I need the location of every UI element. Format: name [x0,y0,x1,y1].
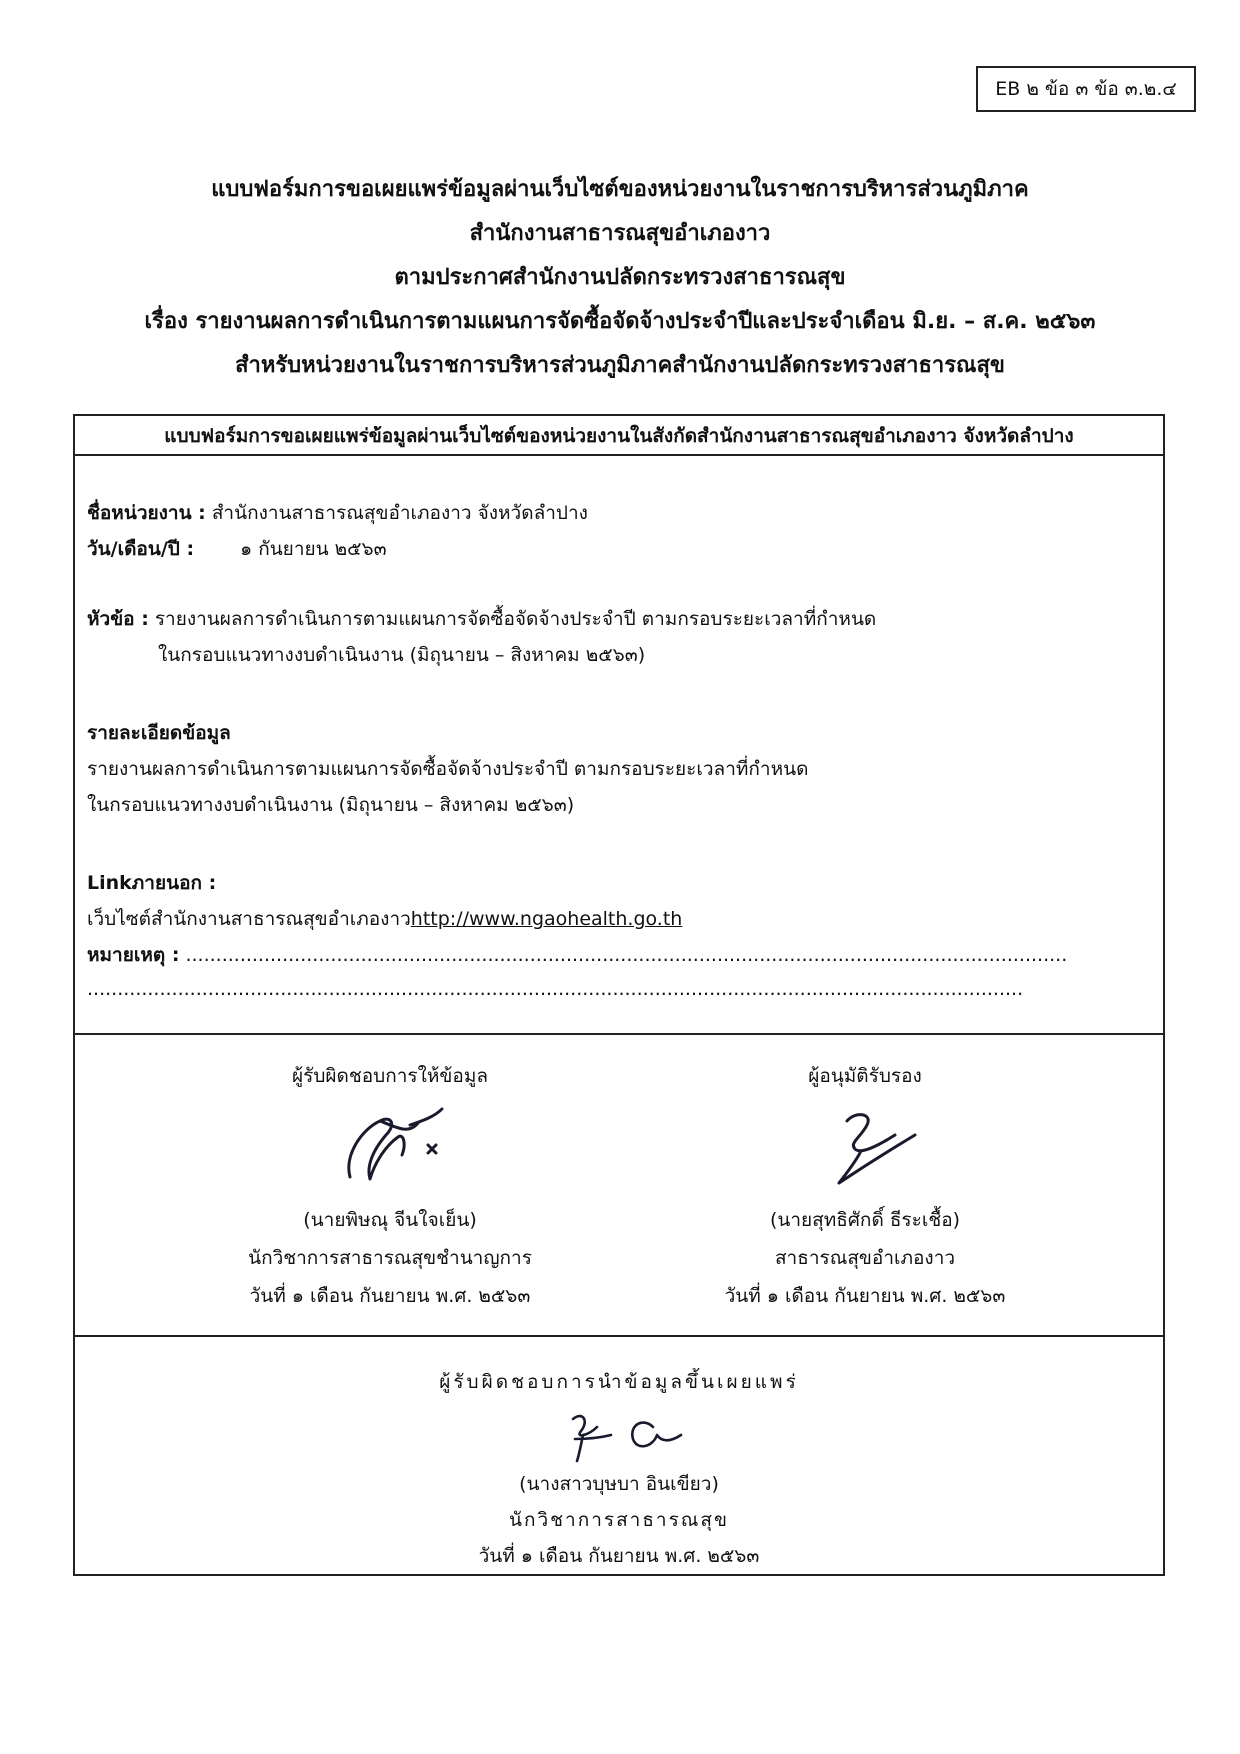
note-dots-2: ........................................................................................................................................................... [87,978,1024,1000]
left-position: นักวิชาการสาธารณสุขชำนาญการ [248,1247,532,1269]
detail-line-2: ในกรอบแนวทางงบดำเนินงาน (มิถุนายน – สิงหาคม ๒๕๖๓) [87,794,575,816]
date-label: วัน/เดือน/ปี : [87,538,195,560]
note-label: หมายเหตุ : [87,944,180,966]
detail-label: รายละเอียดข้อมูล [87,722,231,744]
left-signature-image [310,1095,470,1195]
topic-line-1: รายงานผลการดำเนินการตามแผนการจัดซื้อจัดจ้างประจำปี ตามกรอบระยะเวลาที่กำหนด [148,608,877,630]
info-section [75,456,1163,1035]
header-line-5: สำหรับหน่วยงานในราชการบริหารส่วนภูมิภาคสำนักงานปลัดกระทรวงสาธารณสุข [235,353,1005,378]
right-role: ผู้อนุมัติรับรอง [808,1065,922,1087]
note-row [87,940,1067,970]
document-header [60,168,1180,388]
publisher-signature-image [553,1405,713,1465]
header-line-2: สำนักงานสาธารณสุขอำเภองาว [469,221,771,246]
topic-label: หัวข้อ : [87,608,149,630]
header-line-4: เรื่อง รายงานผลการดำเนินการตามแผนการจัดซื้อจัดจ้างประจำปีและประจำเดือน มิ.ย. – ส.ค. ๒๕๖๓ [144,309,1096,334]
publisher-role: ผู้รับผิดชอบการนำข้อมูลขึ้นเผยแพร่ [439,1371,799,1393]
reference-code: EB ๒ ข้อ ๓ ข้อ ๓.๒.๔ [995,78,1177,100]
link-row [87,904,682,934]
right-date: วันที่ ๑ เดือน กันยายน พ.ศ. ๒๕๖๓ [724,1285,1006,1307]
agency-row [87,498,588,528]
left-date: วันที่ ๑ เดือน กันยายน พ.ศ. ๒๕๖๓ [249,1285,531,1307]
website-link[interactable]: http://www.ngaohealth.go.th [410,908,683,930]
header-line-3: ตามประกาศสำนักงานปลัดกระทรวงสาธารณสุข [394,265,846,290]
signature-right [650,1057,1080,1315]
signature-section [75,1035,1163,1337]
link-label: Linkภายนอก : [87,872,217,894]
publisher-date: วันที่ ๑ เดือน กันยายน พ.ศ. ๒๕๖๓ [478,1545,760,1567]
topic-line-2: ในกรอบแนวทางงบดำเนินงาน (มิถุนายน – สิงหาคม ๒๕๖๓) [158,644,646,666]
agency-label: ชื่อหน่วยงาน : [87,502,206,524]
left-name: (นายพิษณุ จีนใจเย็น) [303,1209,477,1231]
right-position: สาธารณสุขอำเภองาว [774,1247,956,1269]
publisher-name: (นางสาวบุษบา อินเขียว) [519,1473,719,1495]
agency-value: สำนักงานสาธารณสุขอำเภองาว จังหวัดลำปาง [205,502,588,524]
right-signature-image [785,1095,945,1195]
publisher-section [75,1337,1163,1576]
link-prefix: เว็บไซต์สำนักงานสาธารณสุขอำเภองาว [87,908,411,930]
date-value: ๑ กันยายน ๒๕๖๓ [240,538,387,560]
date-row [87,534,387,564]
header-line-1: แบบฟอร์มการขอเผยแพร่ข้อมูลผ่านเว็บไซต์ของหน่วยงานในราชการบริหารส่วนภูมิภาค [211,177,1029,202]
reference-code-box [976,66,1196,112]
left-role: ผู้รับผิดชอบการให้ข้อมูล [292,1065,488,1087]
topic-row [87,604,876,634]
right-name: (นายสุทธิศักดิ์ ธีระเชื้อ) [769,1209,961,1231]
detail-line-1: รายงานผลการดำเนินการตามแผนการจัดซื้อจัดจ้างประจำปี ตามกรอบระยะเวลาที่กำหนด [87,758,809,780]
form-title: แบบฟอร์มการขอเผยแพร่ข้อมูลผ่านเว็บไซต์ของหน่วยงานในสังกัดสำนักงานสาธารณสุขอำเภองาว จังหวัดลำปาง [75,416,1163,456]
publisher-position: นักวิชาการสาธารณสุข [508,1509,730,1531]
publication-form [73,414,1165,1576]
note-dots-1: .................................................................................................................................................. [179,944,1068,966]
signature-left [175,1057,605,1315]
